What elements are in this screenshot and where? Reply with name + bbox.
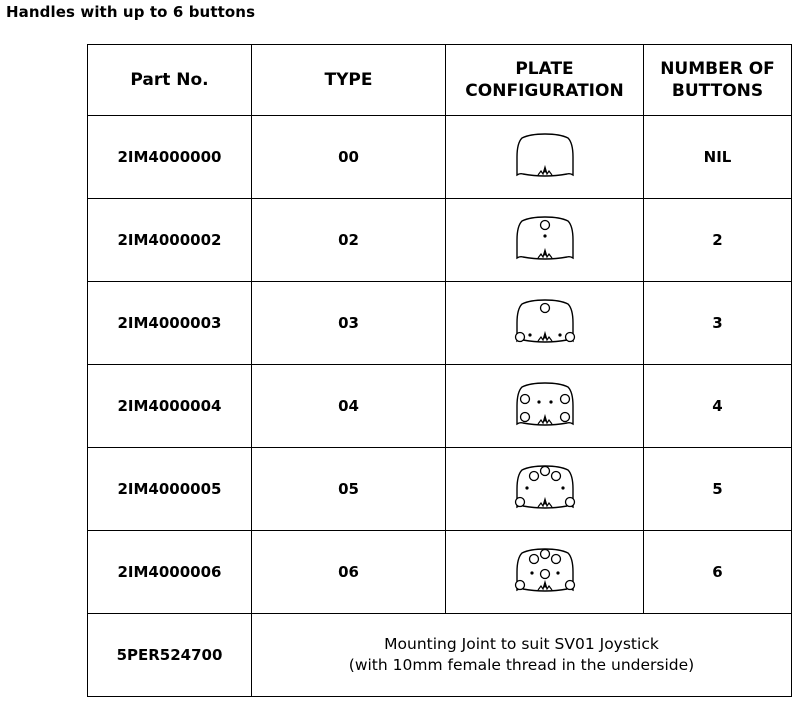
- part-number-cell: 2IM4000003: [88, 282, 252, 365]
- header-plate-configuration: [446, 45, 644, 116]
- header-number-of-buttons: [644, 45, 792, 116]
- table-row: [88, 531, 792, 614]
- parts-table: [87, 44, 792, 697]
- button-count-cell: NIL: [644, 116, 792, 199]
- table-row: [88, 365, 792, 448]
- part-number-cell: 5PER524700: [88, 614, 252, 697]
- plate-cell: [446, 365, 644, 448]
- plate-cell: [446, 531, 644, 614]
- button-count-cell: 4: [644, 365, 792, 448]
- plate-cell: [446, 282, 644, 365]
- part-number-cell: 2IM4000004: [88, 365, 252, 448]
- table-row: [88, 199, 792, 282]
- type-cell: 05: [252, 448, 446, 531]
- plate-5-buttons-icon: [510, 463, 580, 515]
- type-cell: 03: [252, 282, 446, 365]
- plate-6-buttons-icon: [510, 546, 580, 598]
- plate-3-buttons-icon: [510, 297, 580, 349]
- plate-cell: [446, 448, 644, 531]
- table-row: [88, 282, 792, 365]
- header-type: TYPE: [252, 45, 446, 116]
- part-number-cell: 2IM4000006: [88, 531, 252, 614]
- table-row: [88, 116, 792, 199]
- header-plate-line1: PLATE: [515, 59, 574, 79]
- header-buttons-line2: BUTTONS: [671, 81, 764, 101]
- plate-cell: [446, 199, 644, 282]
- button-count-cell: 5: [644, 448, 792, 531]
- plate-2-buttons-icon: [510, 214, 580, 266]
- table-row: [88, 614, 792, 697]
- type-cell: 06: [252, 531, 446, 614]
- plate-cell: [446, 116, 644, 199]
- button-count-cell: 2: [644, 199, 792, 282]
- header-buttons-line1: NUMBER OF: [660, 59, 775, 79]
- plate-4-buttons-icon: [510, 380, 580, 432]
- plate-0-buttons-icon: [510, 131, 580, 183]
- description-line1: Mounting Joint to suit SV01 Joystick: [384, 635, 659, 653]
- description-line2: (with 10mm female thread in the underside): [348, 656, 695, 674]
- header-part-no: Part No.: [88, 45, 252, 116]
- table-row: [88, 448, 792, 531]
- table-header-row: [88, 45, 792, 116]
- type-cell: 04: [252, 365, 446, 448]
- part-number-cell: 2IM4000002: [88, 199, 252, 282]
- header-plate-line2: CONFIGURATION: [465, 81, 624, 101]
- type-cell: 02: [252, 199, 446, 282]
- description-cell: [252, 614, 792, 697]
- button-count-cell: 3: [644, 282, 792, 365]
- type-cell: 00: [252, 116, 446, 199]
- page-title: Handles with up to 6 buttons: [6, 3, 256, 21]
- part-number-cell: 2IM4000005: [88, 448, 252, 531]
- button-count-cell: 6: [644, 531, 792, 614]
- part-number-cell: 2IM4000000: [88, 116, 252, 199]
